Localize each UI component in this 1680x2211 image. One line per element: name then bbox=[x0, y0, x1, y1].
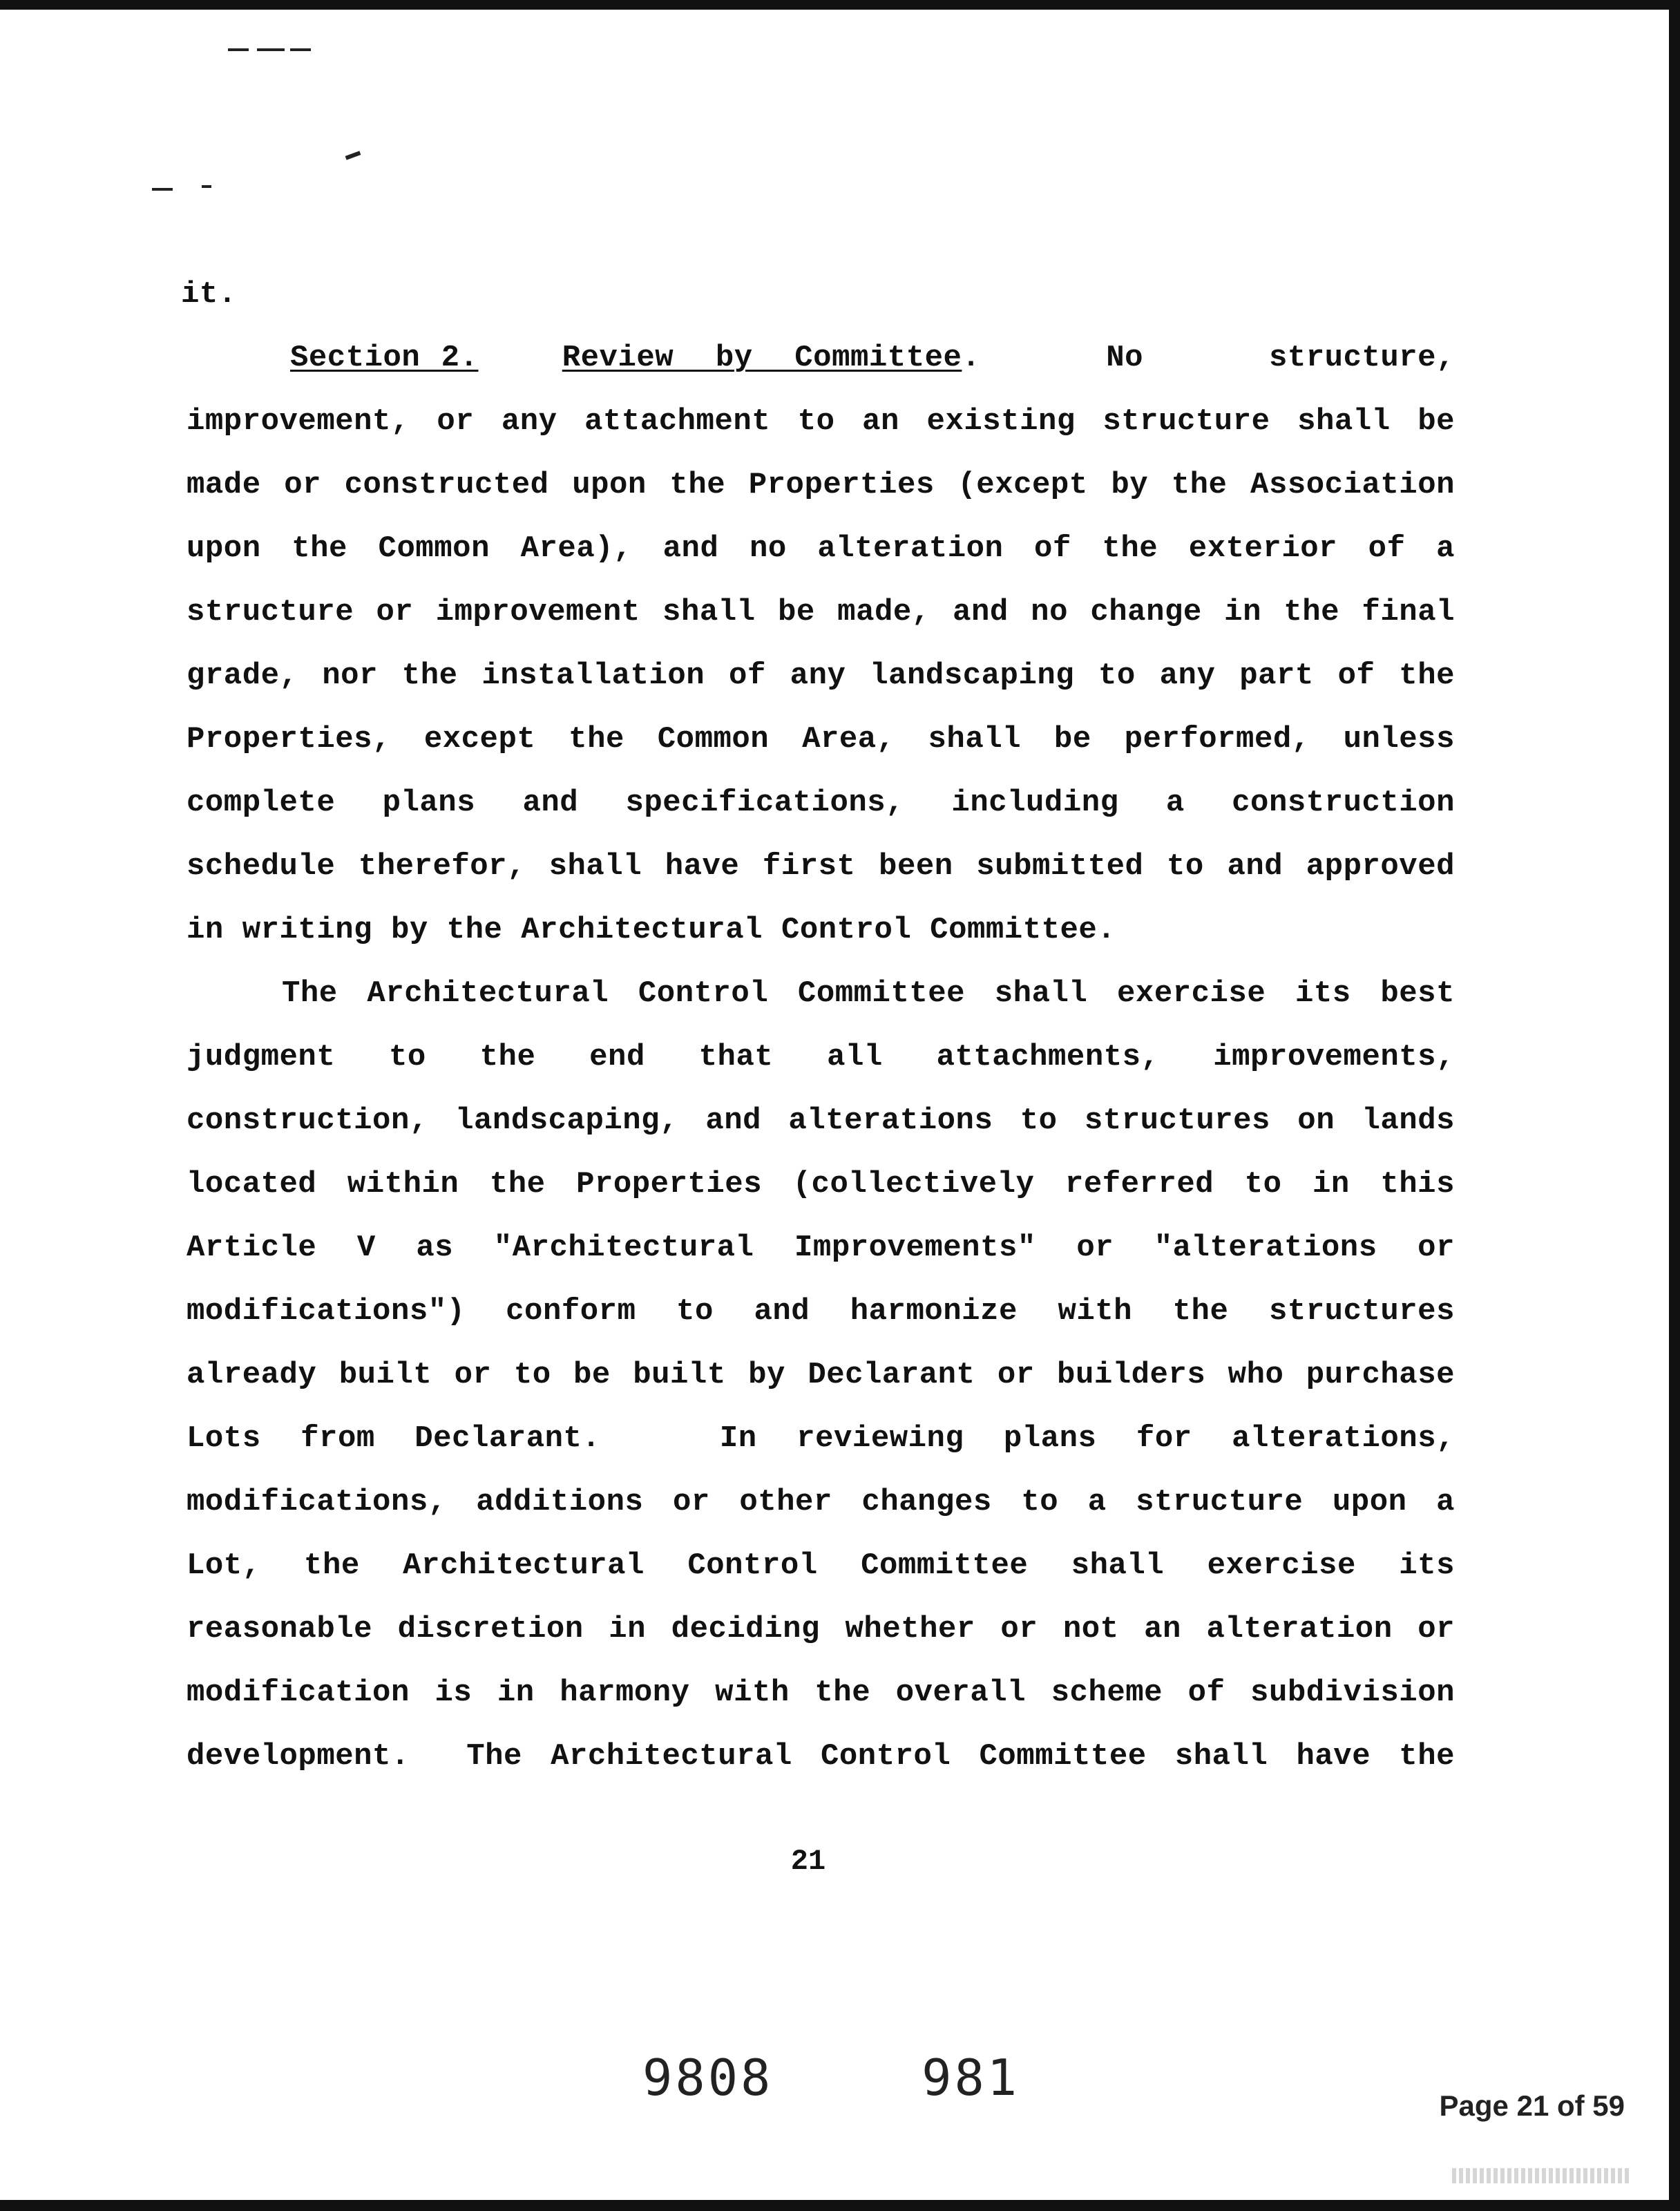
text-line: development. The Architectural Control Committee shall have the bbox=[187, 1739, 1455, 1774]
text-line: judgment to the end that all attachments, improvements, bbox=[187, 1040, 1455, 1074]
page-counter: Page 21 of 59 bbox=[1439, 2089, 1625, 2122]
text-line: improvement, or any attachment to an existing structure shall be bbox=[187, 404, 1455, 439]
text-line: Article V as "Architectural Improvements" or "alterations or bbox=[187, 1231, 1455, 1265]
text-line: construction, landscaping, and alterations to structures on lands bbox=[187, 1103, 1455, 1138]
filing-stamp-artifact bbox=[1452, 2168, 1632, 2183]
section-title: Review by Committee bbox=[562, 341, 962, 375]
text-line: Properties, except the Common Area, shall be performed, unless bbox=[187, 722, 1455, 757]
text-line: Lots from Declarant. In reviewing plans for alterations, bbox=[187, 1421, 1455, 1456]
text-line: modification is in harmony with the overall scheme of subdivision bbox=[187, 1676, 1455, 1710]
scan-artifact bbox=[152, 188, 173, 191]
text-line: The Architectural Control Committee shall exercise its best bbox=[282, 976, 1455, 1011]
page-number: 21 bbox=[790, 1845, 826, 1878]
text-line: located within the Properties (collectively referred to in this bbox=[187, 1167, 1455, 1202]
text-line: schedule therefor, shall have first been submitted to and approved bbox=[187, 849, 1455, 884]
scan-artifact bbox=[345, 151, 361, 160]
text-line: in writing by the Architectural Control Committee. bbox=[187, 913, 1116, 947]
text-line: structure or improvement shall be made, and no change in the final bbox=[187, 595, 1455, 629]
book-number: 9808 bbox=[642, 2049, 774, 2107]
text-line: complete plans and specifications, including a construction bbox=[187, 786, 1455, 820]
scan-artifact bbox=[228, 48, 249, 51]
book-page-stamp bbox=[642, 2049, 1020, 2107]
scan-border-right bbox=[1669, 0, 1680, 2211]
scan-artifact bbox=[202, 185, 211, 188]
scan-artifact bbox=[290, 48, 311, 51]
text-line: reasonable discretion in deciding whether or not an alteration or bbox=[187, 1612, 1455, 1647]
text-line: Lot, the Architectural Control Committee shall exercise its bbox=[187, 1548, 1455, 1583]
scan-border-bottom bbox=[0, 2200, 1680, 2211]
scan-border-top bbox=[0, 0, 1680, 10]
text-line: modifications, additions or other changes to a structure upon a bbox=[187, 1485, 1455, 1519]
text-line: modifications") conform to and harmonize with the structures bbox=[187, 1294, 1455, 1329]
text-line: upon the Common Area), and no alteration of the exterior of a bbox=[187, 531, 1455, 566]
text-line: made or constructed upon the Properties (except by the Association bbox=[187, 468, 1455, 502]
scan-artifact bbox=[257, 48, 285, 51]
section-heading-line: Section 2. Review by Committee. No structure, bbox=[290, 341, 1455, 375]
section-label: Section 2. bbox=[290, 341, 479, 375]
text-line: it. bbox=[181, 277, 237, 312]
page-stamp-number: 981 bbox=[922, 2049, 1020, 2107]
text-line: grade, nor the installation of any landscaping to any part of the bbox=[187, 658, 1455, 693]
text-line: already built or to be built by Declarant or builders who purchase bbox=[187, 1358, 1455, 1392]
